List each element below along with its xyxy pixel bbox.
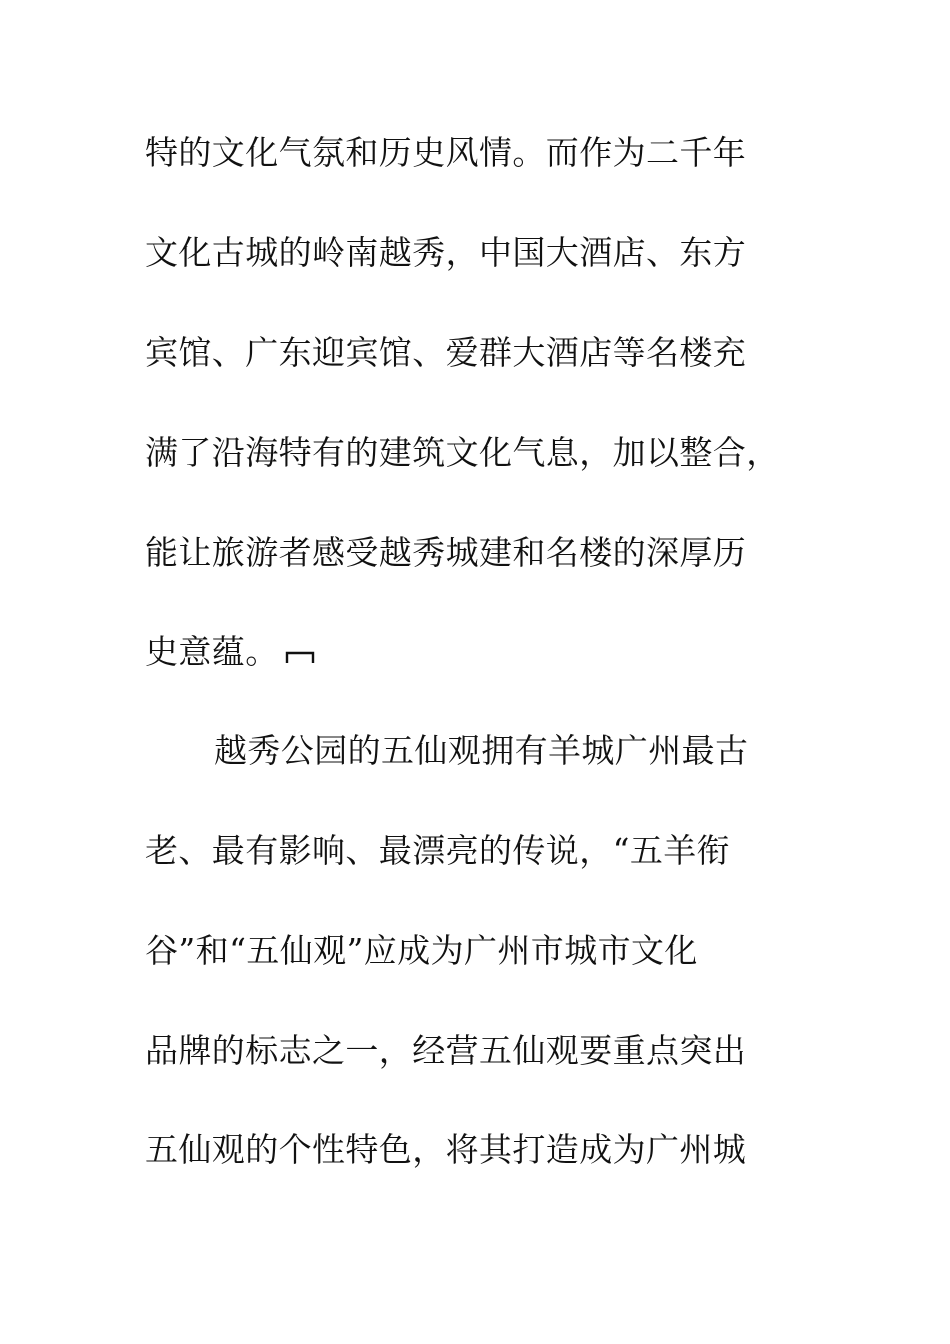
text-line: 宾馆、广东迎宾馆、爱群大酒店等名楼充 [145,333,747,372]
text-line-text: 史意蕴。 [145,632,279,671]
text-line: 谷”和“五仙观”应成为广州市城市文化 [145,931,698,970]
paragraph-mark-icon [285,645,315,665]
text-line: 文化古城的岭南越秀，中国大酒店、东方 [145,233,747,272]
text-line: 品牌的标志之一，经营五仙观要重点突出 [145,1031,747,1070]
text-line: 老、最有影响、最漂亮的传说，“五羊衔 [145,831,731,870]
text-line: 越秀公园的五仙观拥有羊城广州最古 [214,731,749,770]
text-line-last [145,632,315,672]
text-line: 五仙观的个性特色，将其打造成为广州城 [145,1130,747,1169]
text-line: 特的文化气氛和历史风情。而作为二千年 [145,133,747,172]
text-line: 能让旅游者感受越秀城建和名楼的深厚历 [145,533,747,572]
text-line: 满了沿海特有的建筑文化气息，加以整合， [145,433,780,472]
